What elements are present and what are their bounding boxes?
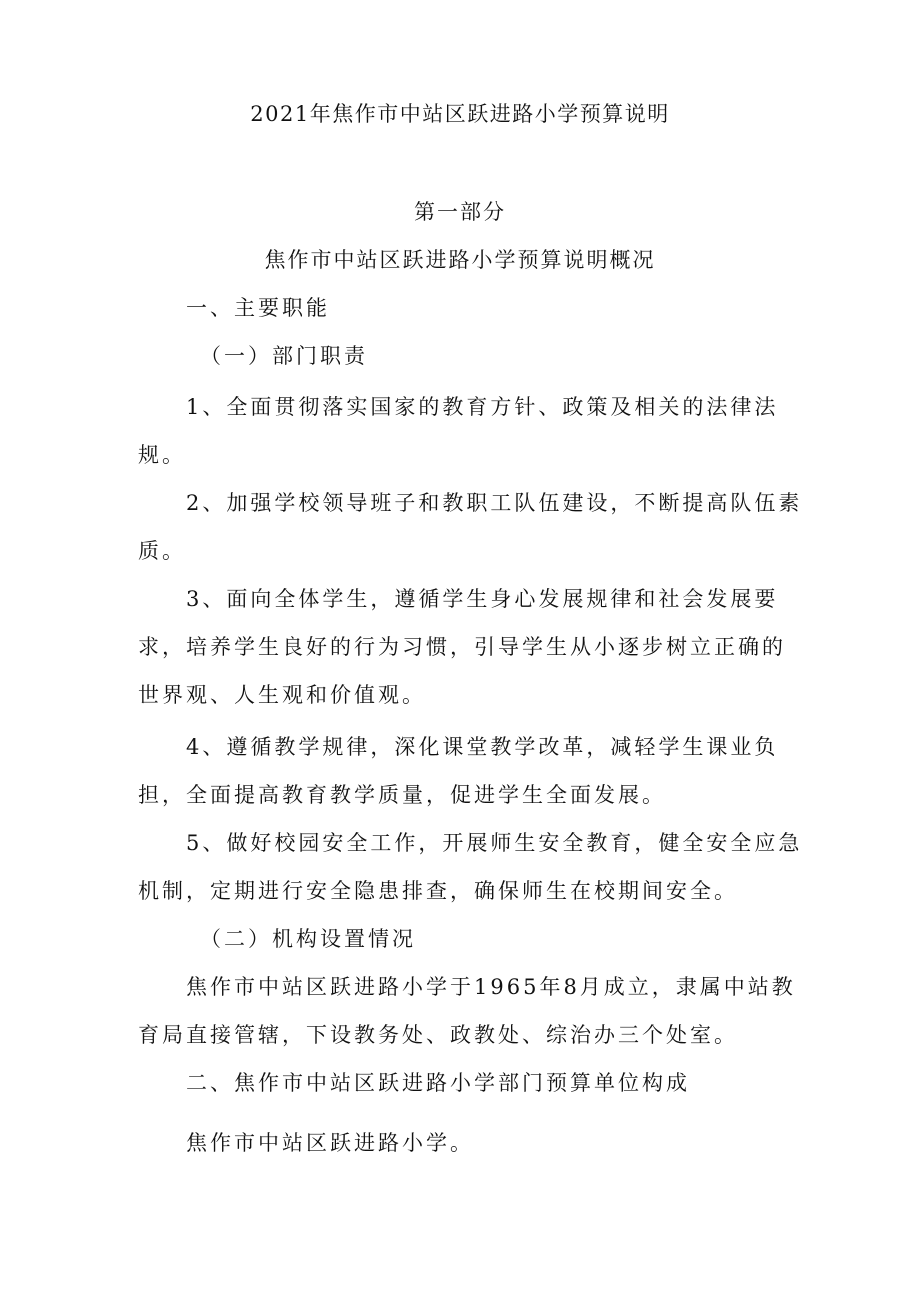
section-heading-main-functions: 一、主要职能 [186,296,330,320]
duty-item-3-line-3: 世界观、人生观和价值观。 [138,683,426,707]
duty-item-4-line-1: 4、遵循教学规律，深化课堂教学改革，减轻学生课业负 [186,735,779,759]
section-heading-budget-units: 二、焦作市中站区跃进路小学部门预算单位构成 [186,1071,690,1095]
budget-unit-name: 焦作市中站区跃进路小学。 [186,1131,474,1155]
duty-item-5-line-2: 机制，定期进行安全隐患排查，确保师生在校期间安全。 [138,879,738,903]
duty-item-5-line-1: 5、做好校园安全工作，开展师生安全教育，健全安全应急 [186,831,803,855]
organization-line-2: 育局直接管辖，下设教务处、政教处、综治办三个处室。 [138,1023,738,1047]
duty-item-4-line-2: 担，全面提高教育教学质量，促进学生全面发展。 [138,783,666,807]
duty-item-1-line-2: 规。 [138,443,186,467]
organization-line-1: 焦作市中站区跃进路小学于1965年8月成立，隶属中站教 [186,975,796,999]
subsection-heading-department-duties: （一）部门职责 [200,344,368,368]
duty-item-3-line-1: 3、面向全体学生，遵循学生身心发展规律和社会发展要 [186,587,779,611]
part-title: 焦作市中站区跃进路小学预算说明概况 [264,248,656,272]
part-label: 第一部分 [414,200,506,224]
duty-item-1-line-1: 1、全面贯彻落实国家的教育方针、政策及相关的法律法 [186,395,779,419]
duty-item-2-line-1: 2、加强学校领导班子和教职工队伍建设，不断提高队伍素 [186,491,803,515]
duty-item-3-line-2: 求，培养学生良好的行为习惯，引导学生从小逐步树立正确的 [138,635,786,659]
subsection-heading-organization: （二）机构设置情况 [200,927,416,951]
document-title: 2021年焦作市中站区跃进路小学预算说明 [250,102,670,126]
duty-item-2-line-2: 质。 [138,539,186,563]
